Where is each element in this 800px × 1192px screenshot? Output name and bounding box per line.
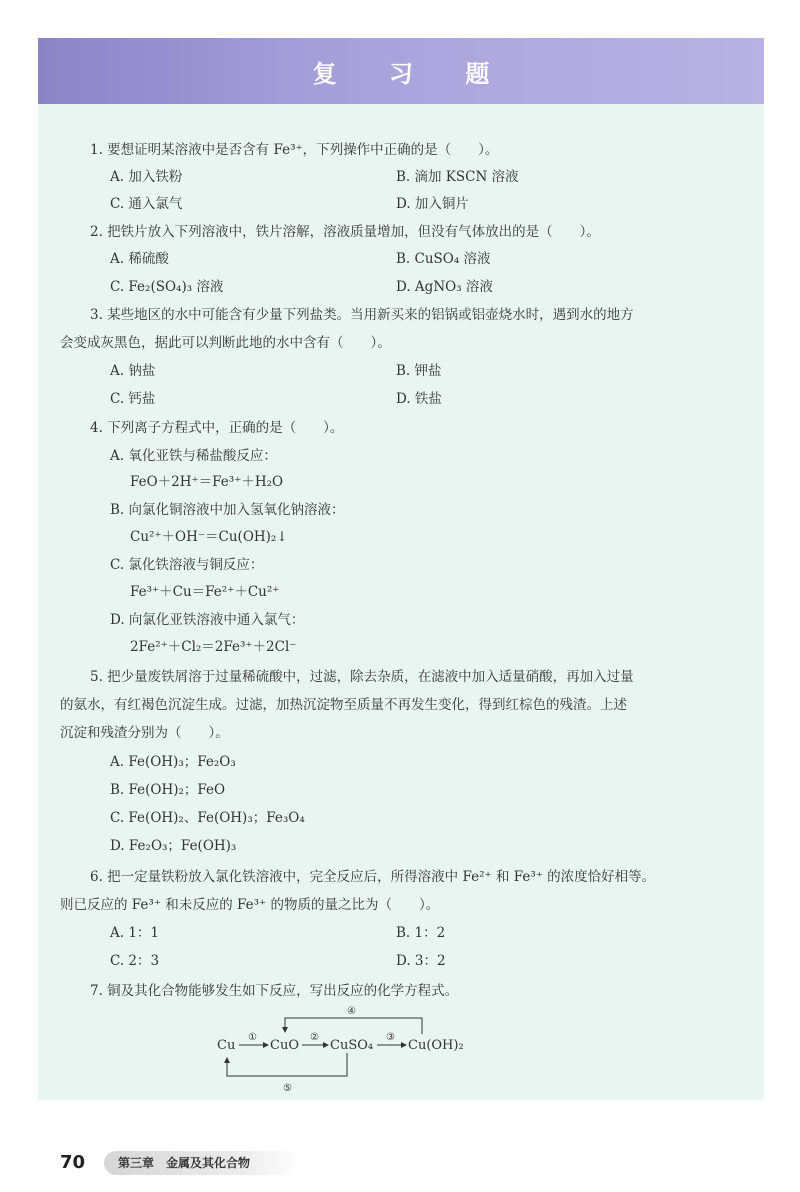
q4-option-c: C. 氯化铁溶液与铜反应： xyxy=(110,557,264,573)
q5-option-d: D. Fe₂O₃；Fe(OH)₃ xyxy=(110,838,237,854)
q3-stem-line2: 会变成灰黑色，据此可以判断此地的水中含有（ ）。 xyxy=(60,335,391,351)
q3-option-b: B. 钾盐 xyxy=(396,363,442,379)
q2-option-a: A. 稀硫酸 xyxy=(110,251,169,267)
q3-stem-line1: 3. 某些地区的水中可能含有少量下列盐类。当用新买来的铝锅或铝壶烧水时，遇到水的地方 xyxy=(90,307,634,323)
q5-stem-line3: 沉淀和残渣分别为（ ）。 xyxy=(60,725,229,741)
q2-option-c: C. Fe₂(SO₄)₃ 溶液 xyxy=(110,279,224,295)
label-4: ④ xyxy=(347,1006,356,1017)
node-cu: Cu xyxy=(217,1038,236,1053)
label-2: ② xyxy=(310,1032,319,1043)
q5-option-a: A. Fe(OH)₃；Fe₂O₃ xyxy=(110,754,236,770)
q1-option-d: D. 加入铜片 xyxy=(396,196,469,212)
q6-option-c: C. 2：3 xyxy=(110,953,160,969)
q4-option-c-equation: Fe³⁺＋Cu＝Fe²⁺＋Cu²⁺ xyxy=(130,584,280,600)
node-cuso4: CuSO₄ xyxy=(330,1038,374,1053)
label-3: ③ xyxy=(386,1032,395,1043)
q6-stem-line2: 则已反应的 Fe³⁺ 和未反应的 Fe³⁺ 的物质的量之比为（ ）。 xyxy=(60,897,440,913)
q1-option-b: B. 滴加 KSCN 溶液 xyxy=(396,169,519,185)
page-title: 复 习 题 xyxy=(312,59,512,88)
arrow-5 xyxy=(227,1053,347,1076)
q6-stem-line1: 6. 把一定量铁粉放入氯化铁溶液中，完全反应后，所得溶液中 Fe²⁺ 和 Fe³⁺ 的浓度恰好相等。 xyxy=(90,869,656,885)
node-cuoh2: Cu(OH)₂ xyxy=(408,1038,464,1053)
q1-stem: 1. 要想证明某溶液中是否含有 Fe³⁺，下列操作中正确的是（ ）。 xyxy=(90,142,499,158)
q4-option-d-equation: 2Fe²⁺＋Cl₂＝2Fe³⁺＋2Cl⁻ xyxy=(130,639,297,655)
label-5: ⑤ xyxy=(283,1083,292,1094)
q6-option-d: D. 3：2 xyxy=(396,953,446,969)
q5-stem-line2: 的氨水，有红褐色沉淀生成。过滤，加热沉淀物至质量不再发生变化，得到红棕色的残渣。上述 xyxy=(60,697,627,713)
q4-stem: 4. 下列离子方程式中，正确的是（ ）。 xyxy=(90,420,344,436)
title-banner xyxy=(38,38,764,104)
q5-option-c: C. Fe(OH)₂、Fe(OH)₃；Fe₃O₄ xyxy=(110,810,305,826)
q4-option-a-equation: FeO＋2H⁺＝Fe³⁺＋H₂O xyxy=(130,474,284,490)
q5-option-b: B. Fe(OH)₂；FeO xyxy=(110,782,226,798)
chapter-label: 第三章 金属及其化合物 xyxy=(104,1151,300,1175)
q5-stem-line1: 5. 把少量废铁屑溶于过量稀硫酸中，过滤，除去杂质，在滤液中加入适量硝酸，再加入过量 xyxy=(90,669,634,685)
q2-option-b: B. CuSO₄ 溶液 xyxy=(396,251,491,267)
q4-option-d: D. 向氯化亚铁溶液中通入氯气： xyxy=(110,612,305,628)
page-number: 70 xyxy=(60,1152,86,1173)
arrow-4 xyxy=(285,1018,422,1034)
q7-stem: 7. 铜及其化合物能够发生如下反应，写出反应的化学方程式。 xyxy=(90,983,459,999)
q4-option-b-equation: Cu²⁺＋OH⁻＝Cu(OH)₂↓ xyxy=(130,529,288,545)
q3-option-d: D. 铁盐 xyxy=(396,391,442,407)
label-1: ① xyxy=(248,1032,257,1043)
q2-option-d: D. AgNO₃ 溶液 xyxy=(396,279,493,295)
node-cuo: CuO xyxy=(270,1038,299,1053)
q6-option-a: A. 1：1 xyxy=(110,925,160,941)
q1-option-a: A. 加入铁粉 xyxy=(110,169,183,185)
q3-option-c: C. 钙盐 xyxy=(110,391,156,407)
reaction-diagram xyxy=(215,1000,485,1095)
q6-option-b: B. 1：2 xyxy=(396,925,446,941)
q4-option-a: A. 氧化亚铁与稀盐酸反应： xyxy=(110,448,277,464)
q3-option-a: A. 钠盐 xyxy=(110,363,156,379)
q1-option-c: C. 通入氯气 xyxy=(110,196,183,212)
q4-option-b: B. 向氯化铜溶液中加入氢氧化钠溶液： xyxy=(110,502,345,518)
q2-stem: 2. 把铁片放入下列溶液中，铁片溶解，溶液质量增加，但没有气体放出的是（ ）。 xyxy=(90,224,600,240)
